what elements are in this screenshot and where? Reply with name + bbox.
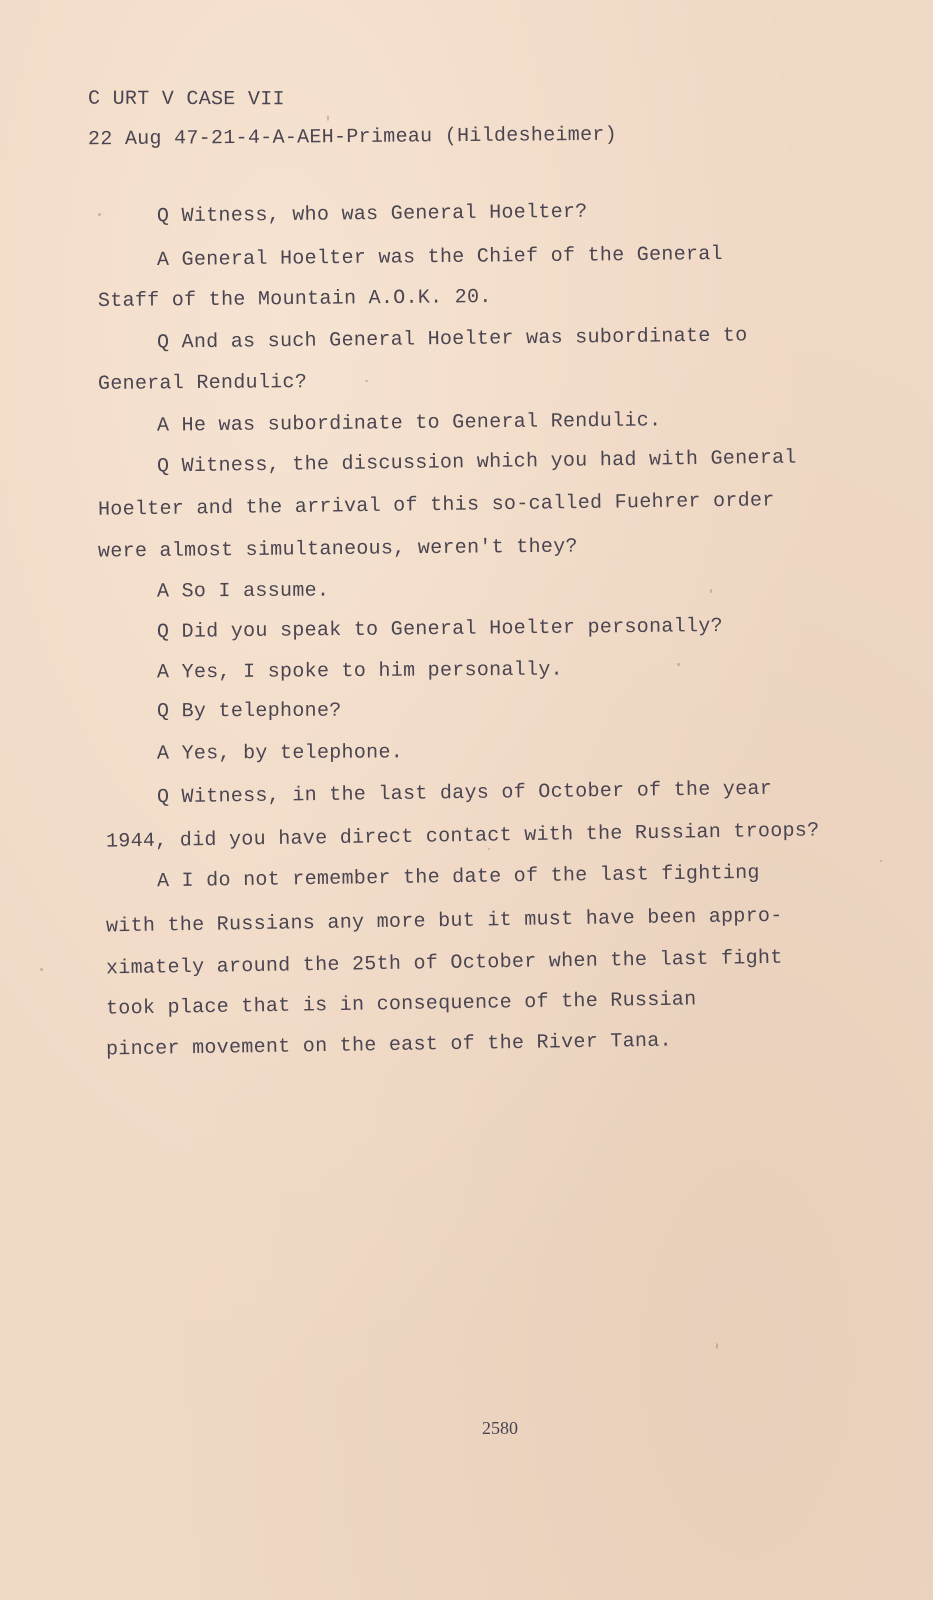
- transcript-line: A Yes, I spoke to him personally.: [156, 658, 564, 685]
- paper-speck: [327, 115, 329, 121]
- transcript-line: A General Hoelter was the Chief of the General: [156, 243, 723, 272]
- page-number: 2580: [482, 1418, 518, 1438]
- paper-speck: [365, 380, 368, 382]
- transcript-line: A He was subordinate to General Rendulic.: [156, 409, 662, 438]
- transcript-line: Q Witness, in the last days of October of the year: [156, 777, 773, 810]
- transcript-line: took place that is in consequence of the Russian: [105, 988, 697, 1021]
- transcript-line: Hoelter and the arrival of this so-called Fuehrer order: [97, 489, 775, 522]
- transcript-line: Q Witness, who was General Hoelter?: [156, 200, 588, 229]
- transcript-line: ximately around the 25th of October when the last fight: [105, 946, 783, 981]
- transcript-line: Q Witness, the discussion which you had with General: [156, 446, 797, 479]
- paper-speck: [677, 663, 680, 666]
- transcript-line: A I do not remember the date of the last fighting: [156, 861, 760, 894]
- transcript-line: General Rendulic?: [97, 371, 308, 396]
- transcript-line: 1944, did you have direct contact with the Russian troops?: [105, 819, 820, 854]
- paper-speck: [710, 589, 712, 593]
- transcript-line: A Yes, by telephone.: [156, 741, 404, 766]
- transcript-line: were almost simultaneous, weren't they?: [97, 535, 578, 564]
- transcript-line: A So I assume.: [156, 579, 330, 604]
- session-reference: 22 Aug 47-21-4-A-AEH-Primeau (Hildesheimer): [87, 123, 618, 152]
- paper-speck: [98, 213, 101, 216]
- transcript-line: Staff of the Mountain A.O.K. 20.: [97, 285, 492, 314]
- paper-speck: [40, 968, 43, 971]
- transcript-line: Q And as such General Hoelter was subordinate to: [156, 324, 748, 355]
- court-case-header: C URT V CASE VII: [87, 87, 285, 112]
- paper-speck: [880, 860, 882, 862]
- transcript-line: pincer movement on the east of the River Tana.: [105, 1029, 673, 1062]
- transcript-line: Q By telephone?: [156, 699, 342, 724]
- paper-speck: [716, 1343, 718, 1349]
- transcript-line: Q Did you speak to General Hoelter personally?: [156, 615, 723, 644]
- transcript-line: with the Russians any more but it must have been appro-: [105, 904, 783, 939]
